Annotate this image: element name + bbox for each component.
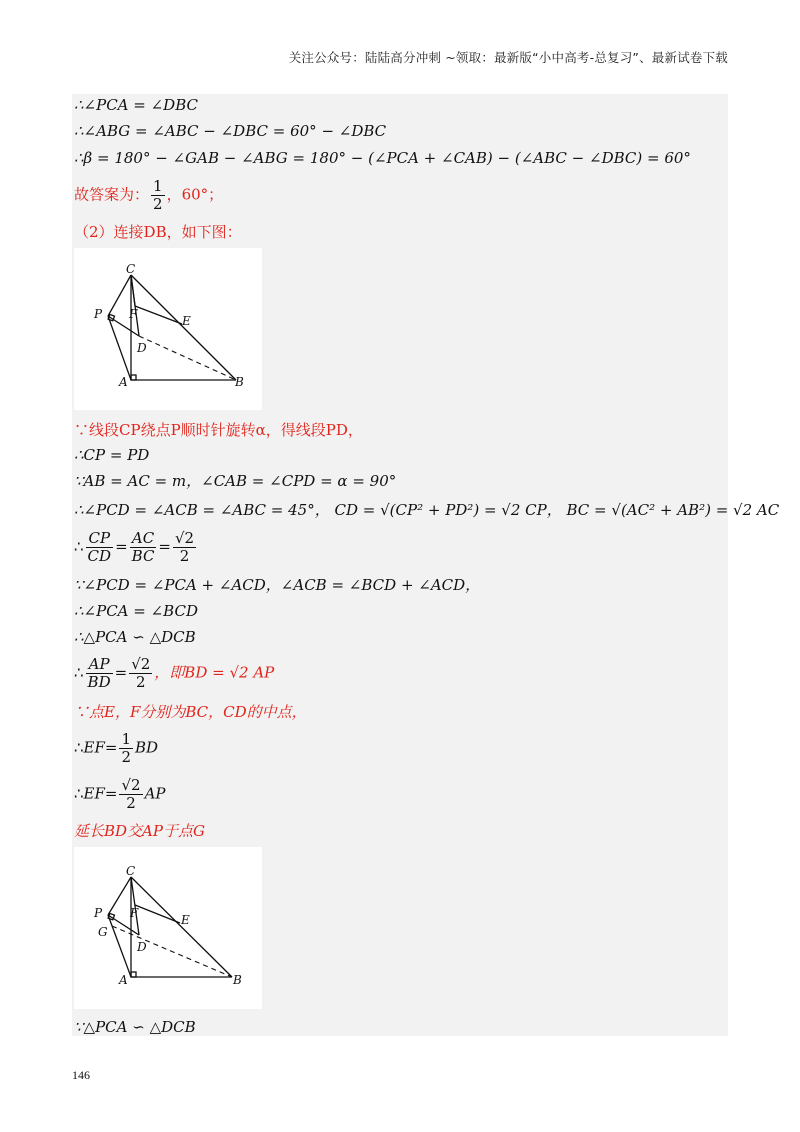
label-e: E (182, 314, 191, 328)
step-ap-bd-ratio: ∴ $\frac{AP}{BD}$ = $\frac{√2}{2}$ ，即BD = √2 AP (74, 655, 275, 691)
step-angle-sum: ∵∠PCD = ∠PCA + ∠ACD，∠ACB = ∠BCD + ∠ACD， (74, 576, 481, 594)
label-f: F (130, 906, 139, 920)
step-beta: ∴β = 180° − ∠GAB − ∠ABG = 180° − (∠PCA + ∠CAB) − (∠ABC − ∠DBC) = 60° (74, 149, 691, 167)
label-g: G (98, 925, 108, 939)
extend-bd-statement: 延长BD交AP于点G (74, 822, 205, 840)
midpoint-statement: ∵点E，F分别为BC，CD的中点， (74, 703, 307, 721)
label-a: A (119, 973, 128, 987)
step-ef-ap: ∴EF= $\frac{√2}{2}$ AP (74, 776, 166, 812)
geometry-figure-2 (74, 847, 262, 1009)
label-d: D (137, 940, 147, 954)
step-cp-eq-pd: ∴CP = PD (74, 446, 150, 464)
figure-1-svg (74, 248, 262, 410)
step-similar-triangles: ∴△PCA ∽ △DCB (74, 628, 196, 646)
figure-2-svg (74, 847, 262, 1009)
label-b: B (235, 375, 244, 389)
geometry-figure-1 (74, 248, 262, 410)
label-b: B (233, 973, 242, 987)
label-a: A (119, 375, 128, 389)
label-c: C (126, 262, 136, 276)
rotation-statement: ∵线段CP绕点P顺时针旋转α，得线段PD， (74, 421, 363, 439)
page-header: 关注公众号：陆陆高分冲刺 ~领取：最新版“小中高考-总复习”、最新试卷下载 (288, 50, 728, 65)
step-ab-eq-ac: ∵AB = AC = m，∠CAB = ∠CPD = α = 90° (74, 472, 397, 490)
step-pca-eq-dbc: ∴∠PCA = ∠DBC (74, 96, 198, 114)
label-p: P (94, 906, 103, 920)
answer-line: 故答案为： $\frac{1}{2}$ ，60°； (74, 177, 224, 213)
step-ef-half-bd: ∴EF= $\frac{1}{2}$ BD (74, 730, 159, 766)
step-similar-triangles-2: ∵△PCA ∽ △DCB (74, 1018, 196, 1036)
step-45-degrees: ∴∠PCD = ∠ACB = ∠ABC = 45°， CD = √(CP² + PD²) = √2 CP， BC = √(AC² + AB²) = √2 AC (74, 501, 780, 519)
label-d: D (137, 341, 147, 355)
step-pca-eq-bcd: ∴∠PCA = ∠BCD (74, 602, 198, 620)
step-abg: ∴∠ABG = ∠ABC − ∠DBC = 60° − ∠DBC (74, 122, 387, 140)
step-ratio-cp-cd: ∴ $\frac{CP}{CD}$ = $\frac{AC}{BC}$ = $\frac{√2}{2}$ (74, 529, 195, 565)
label-f: F (129, 307, 138, 321)
label-p: P (94, 307, 103, 321)
label-e: E (181, 913, 190, 927)
label-c: C (126, 864, 136, 878)
part-2-heading: （2）连接DB，如下图： (74, 223, 242, 241)
page-number: 146 (72, 1068, 90, 1082)
